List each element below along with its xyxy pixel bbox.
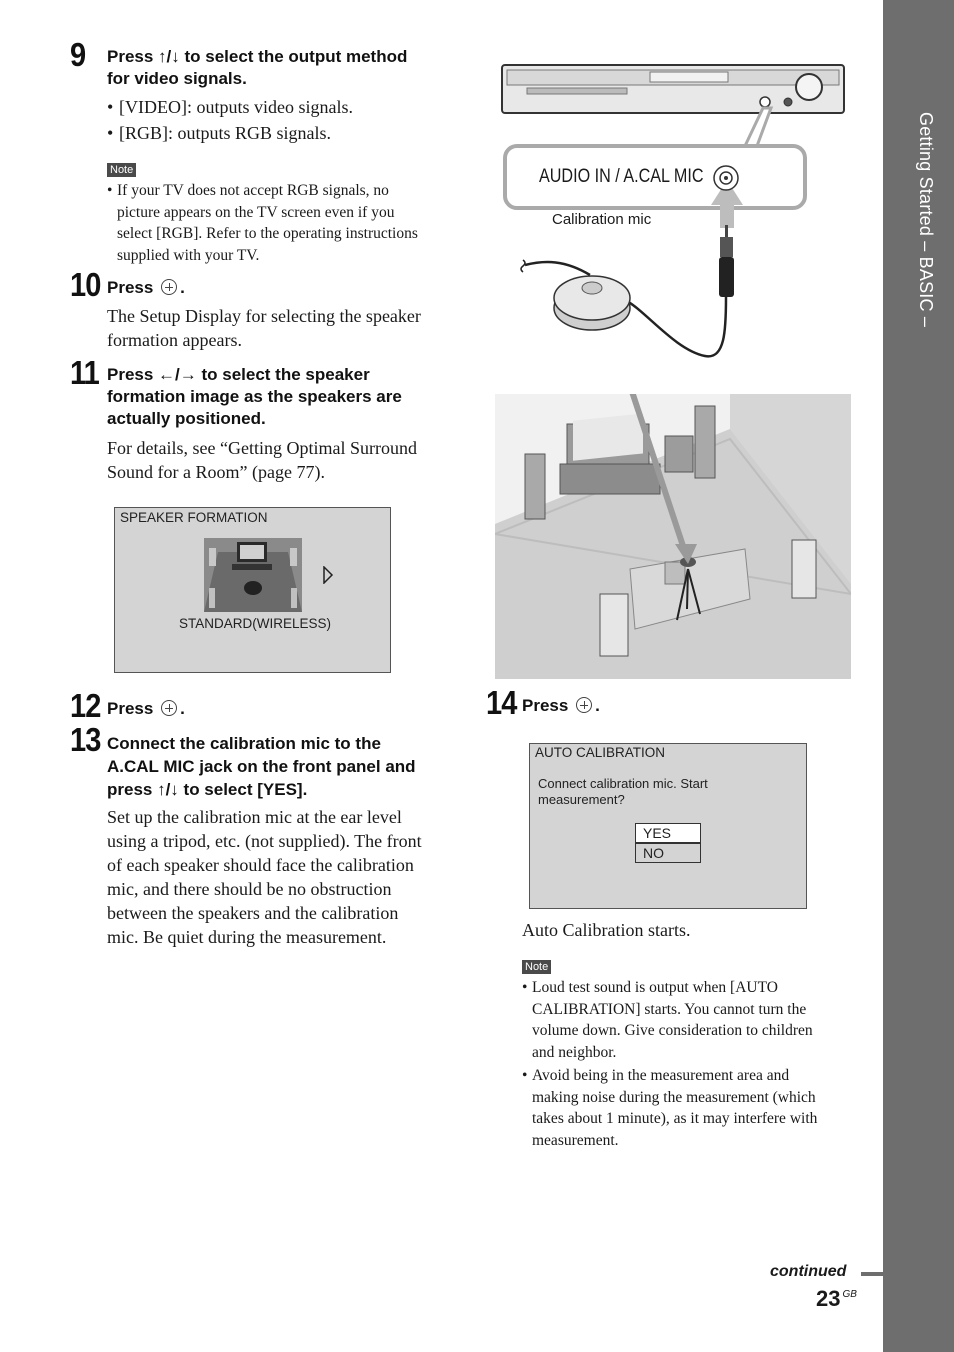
body-line: The Setup Display for selecting the speaker — [107, 306, 421, 326]
step-13-heading-line: A.CAL MIC jack on the front panel and — [107, 757, 416, 776]
note-line: volume down. Give consideration to children — [532, 1022, 813, 1039]
step-13-number: 13 — [70, 721, 101, 758]
enter-button-icon — [576, 697, 592, 713]
note-badge: Note — [522, 960, 551, 974]
note-item — [522, 977, 817, 1063]
step-12-heading — [107, 698, 185, 720]
body-line: Set up the calibration mic at the ear level — [107, 807, 402, 827]
step-12-number: 12 — [70, 687, 101, 724]
step-13-heading — [107, 732, 416, 801]
page-number-value: 23 — [816, 1286, 841, 1311]
step-11-heading-line: Press ←/→ to select the speaker — [107, 365, 370, 384]
step-10-heading — [107, 277, 185, 299]
step-9-note — [107, 180, 418, 266]
period: . — [180, 278, 185, 297]
bullet-rgb: • [RGB]: outputs RGB signals. — [107, 120, 353, 146]
bullet-video: • [VIDEO]: outputs video signals. — [107, 94, 353, 120]
room-illustration — [495, 394, 851, 679]
page-number — [816, 1286, 857, 1312]
body-line: using a tripod, etc. (not supplied). The front — [107, 831, 422, 851]
note-line: making noise during the measurement (which — [532, 1088, 816, 1106]
note-badge: Note — [107, 163, 136, 177]
note-line: picture appears on the TV screen even if you — [117, 203, 395, 221]
note-line: • Avoid being in the measurement area and — [532, 1067, 790, 1084]
step-9-bullets — [107, 94, 353, 146]
step-11-number: 11 — [70, 354, 99, 391]
message-line: measurement? — [538, 792, 625, 807]
body-line: mic. Be quiet during the measurement. — [107, 927, 387, 947]
step-14-number: 14 — [486, 684, 517, 721]
note-line: and neighbor. — [532, 1043, 617, 1061]
note-line: supplied with your TV. — [117, 246, 260, 264]
step-13-heading-line: press ↑/↓ to select [YES]. — [107, 780, 308, 799]
note-item — [522, 1065, 817, 1151]
step-10-body — [107, 304, 421, 352]
speaker-formation-image[interactable] — [204, 538, 302, 612]
note-item — [107, 180, 418, 266]
note-line: CALIBRATION] starts. You cannot turn the — [532, 1000, 807, 1018]
step-14-heading — [522, 695, 600, 717]
chapter-label: Getting Started – BASIC – — [916, 112, 936, 328]
page-suffix: GB — [842, 1289, 857, 1300]
note-line: • If your TV does not accept RGB signals, no — [117, 182, 389, 199]
step-11-body — [107, 436, 417, 484]
note-line: select [RGB]. Refer to the operating instructions — [117, 225, 418, 242]
continued-line — [861, 1272, 883, 1276]
body-line: mic, and there should be no obstruction — [107, 879, 392, 899]
jack-label: AUDIO IN / A.CAL MIC — [539, 166, 704, 187]
enter-button-icon — [161, 700, 177, 716]
body-line: formation appears. — [107, 330, 242, 350]
speaker-formation-screen — [114, 507, 391, 673]
step-11-heading — [107, 364, 402, 430]
press-label: Press — [522, 696, 569, 715]
enter-button-icon — [161, 279, 177, 295]
note-line: • Loud test sound is output when [AUTO — [532, 979, 778, 996]
right-arrow-icon[interactable] — [322, 566, 334, 584]
message-line: Connect calibration mic. Start — [538, 776, 708, 791]
step-14-notes — [522, 977, 817, 1151]
option-yes[interactable]: YES — [635, 823, 701, 843]
option-no[interactable]: NO — [635, 843, 701, 863]
formation-caption: STANDARD(WIRELESS) — [179, 616, 332, 631]
screen-title: AUTO CALIBRATION — [535, 745, 666, 760]
step-11-heading-line: formation image as the speakers are — [107, 387, 402, 406]
step-9-heading-line: for video signals. — [107, 69, 247, 88]
device-connection-illustration — [495, 60, 855, 360]
screen-message — [538, 776, 708, 808]
body-line: For details, see “Getting Optimal Surround — [107, 438, 417, 458]
body-line: between the speakers and the calibration — [107, 903, 399, 923]
step-10-number: 10 — [70, 266, 101, 303]
step-9-heading-line: Press ↑/↓ to select the output method — [107, 47, 408, 66]
period: . — [180, 699, 185, 718]
step-13-body — [107, 805, 422, 949]
step-9-number: 9 — [70, 36, 86, 73]
press-label: Press — [107, 278, 154, 297]
step-14-result: Auto Calibration starts. — [522, 920, 691, 940]
press-label: Press — [107, 699, 154, 718]
period: . — [595, 696, 600, 715]
step-11-heading-line: actually positioned. — [107, 409, 266, 428]
continued-label: continued — [770, 1263, 847, 1280]
screen-title: SPEAKER FORMATION — [120, 510, 268, 525]
note-line: measurement. — [532, 1131, 619, 1149]
body-line: Sound for a Room” (page 77). — [107, 462, 325, 482]
step-9-heading — [107, 46, 407, 90]
mic-label: Calibration mic — [552, 211, 652, 228]
note-line: takes about 1 minute), as it may interfere with — [532, 1110, 818, 1127]
step-13-heading-line: Connect the calibration mic to the — [107, 734, 381, 753]
body-line: of each speaker should face the calibration — [107, 855, 414, 875]
auto-calibration-screen — [529, 743, 807, 909]
